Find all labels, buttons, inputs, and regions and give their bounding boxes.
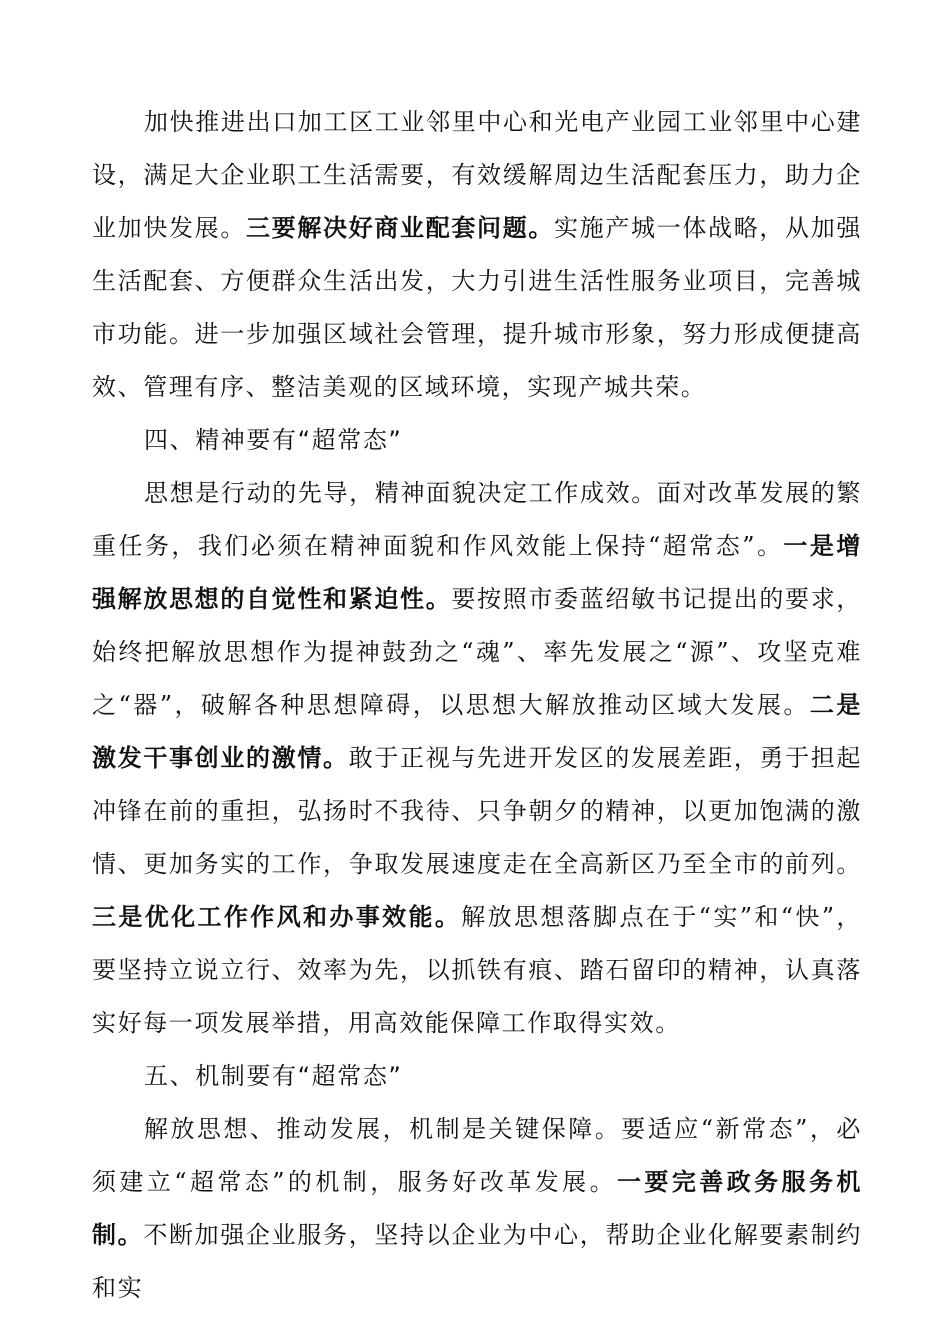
bold-point-one: 一要完善政务服务机制。 [92, 1168, 862, 1249]
section-heading-five: 五、机制要有“超常态” [144, 1062, 403, 1090]
paragraph-text: 解放思想落脚点在于“实”和“快”，要坚持立说立行、效率为先，以抓铁有痕、踏石留印的精神，认真落实好每一项发展举措，用高效能保障工作取得实效。 [92, 903, 862, 1037]
bold-point-one: 一是增强解放思想的自觉性和紧迫性。 [92, 532, 862, 613]
bold-point-three: 三是优化工作作风和办事效能。 [92, 903, 462, 931]
paragraph-text: 要按照市委蓝绍敏书记提出的要求，始终把解放思想作为提神鼓劲之“魂”、率先发展之“源”、攻坚克难之“器”，破解各种思想障碍，以思想大解放推动区域大发展。 [92, 585, 862, 719]
document-body [92, 96, 862, 1315]
paragraph-mechanism [92, 1103, 862, 1315]
paragraph-commercial-support [92, 96, 862, 414]
paragraph-text: 解放思想、推动发展，机制是关键保障。要适应“新常态”，必须建立“超常态”的机制，服务好改革发展。 [92, 1115, 862, 1196]
paragraph-spirit [92, 467, 862, 1050]
section-heading-four: 四、精神要有“超常态” [144, 426, 403, 454]
paragraph-text: 敢于正视与先进开发区的发展差距，勇于担起冲锋在前的重担，弘扬时不我待、只争朝夕的精神，以更加饱满的激情、更加务实的工作，争取发展速度走在全高新区乃至全市的前列。 [92, 744, 863, 878]
bold-point-two: 二是激发干事创业的激情。 [92, 691, 862, 772]
paragraph-text: 加快推进出口加工区工业邻里中心和光电产业园工业邻里中心建设，满足大企业职工生活需要，有效缓解周边生活配套压力，助力企业加快发展。 [92, 108, 862, 242]
paragraph-text: 不断加强企业服务，坚持以企业为中心，帮助企业化解要素制约和实 [92, 1221, 862, 1302]
paragraph-text: 实施产城一体战略，从加强生活配套、方便群众生活出发，大力引进生活性服务业项目，完善城市功能。进一步加强区域社会管理，提升城市形象，努力形成便捷高效、管理有序、整洁美观的区域环境，实现产城共荣。 [92, 214, 862, 401]
paragraph-text: 思想是行动的先导，精神面貌决定工作成效。面对改革发展的繁重任务，我们必须在精神面貌和作风效能上保持“超常态”。 [92, 479, 862, 560]
bold-point-three: 三要解决好商业配套问题。 [246, 214, 555, 242]
